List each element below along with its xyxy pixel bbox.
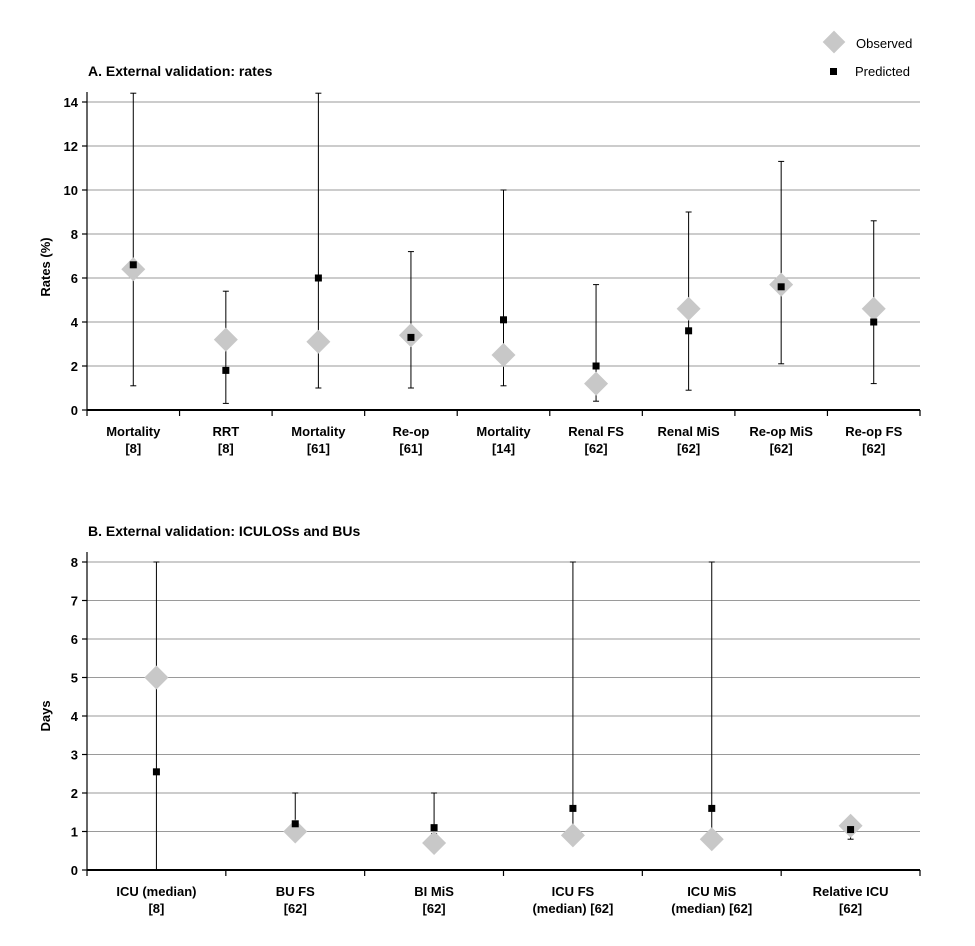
y-tick-label: 3 [70, 747, 78, 763]
x-category-sublabel: [62] [584, 441, 608, 456]
observed-point [306, 330, 330, 354]
y-tick-label: 2 [70, 786, 78, 801]
x-category-sublabel: [61] [399, 441, 423, 456]
observed-point [862, 297, 886, 321]
x-category-label: ICU MiS [687, 884, 737, 899]
predicted-point [130, 261, 137, 268]
y-tick-label: 0 [70, 403, 78, 418]
x-category-sublabel: [8] [148, 901, 165, 916]
x-category-label: Mortality [476, 424, 531, 439]
x-category-label: Mortality [291, 424, 346, 439]
x-category-label: Renal FS [568, 424, 624, 439]
x-category-sublabel: (median) [62] [532, 901, 614, 916]
x-category-sublabel: [62] [839, 901, 863, 916]
y-tick-label: 8 [70, 227, 78, 242]
x-category-sublabel: [8] [217, 441, 234, 456]
legend-predicted-marker [830, 68, 837, 75]
predicted-point [222, 367, 229, 374]
y-tick-label: 1 [70, 824, 78, 840]
predicted-point [778, 283, 785, 290]
x-category-label: ICU (median) [116, 884, 197, 899]
x-category-label: ICU FS [551, 884, 595, 899]
x-category-label: Re-op [392, 424, 430, 439]
predicted-point [569, 805, 576, 812]
x-category-sublabel: [62] [283, 901, 307, 916]
observed-point [584, 372, 608, 396]
chart-b-days [38, 523, 920, 916]
predicted-point [708, 805, 715, 812]
predicted-point [407, 334, 414, 341]
x-category-sublabel: [8] [125, 441, 142, 456]
predicted-point [153, 768, 160, 775]
observed-point [561, 823, 585, 847]
observed-point [492, 343, 516, 367]
x-category-sublabel: (median) [62] [671, 901, 753, 916]
x-category-label: Mortality [106, 424, 161, 439]
y-tick-label: 4 [70, 709, 78, 724]
observed-point [839, 814, 863, 838]
x-category-sublabel: [62] [677, 441, 701, 456]
predicted-point [593, 363, 600, 370]
chart-a-rates [38, 63, 920, 456]
x-category-label: Re-op MiS [749, 424, 813, 439]
y-tick-label: 2 [70, 359, 78, 374]
y-tick-label: 0 [70, 863, 78, 878]
legend-observed-marker [823, 31, 846, 54]
observed-point [677, 297, 701, 321]
x-category-label: Re-op FS [845, 424, 903, 439]
x-category-sublabel: [62] [769, 441, 793, 456]
chart-a-title: A. External validation: rates [88, 63, 273, 79]
y-tick-label: 14 [63, 95, 78, 110]
observed-point [144, 666, 168, 690]
legend-predicted-label: Predicted [855, 64, 910, 79]
predicted-point [847, 826, 854, 833]
observed-point [214, 328, 238, 352]
predicted-point [870, 319, 877, 326]
observed-point [700, 827, 724, 851]
x-category-label: Relative ICU [812, 884, 889, 899]
predicted-point [500, 316, 507, 323]
chart-b-plot-area [71, 552, 920, 916]
predicted-point [431, 824, 438, 831]
chart-a-plot-area [64, 92, 920, 456]
x-category-label: BI MiS [414, 884, 454, 899]
y-tick-label: 7 [70, 593, 78, 609]
chart-b-title: B. External validation: ICULOSs and BUs [88, 523, 361, 539]
legend [823, 31, 913, 79]
y-tick-label: 4 [70, 315, 78, 330]
x-category-sublabel: [62] [422, 901, 446, 916]
y-tick-label: 8 [70, 555, 78, 570]
y-tick-label: 6 [70, 271, 78, 286]
y-tick-label: 12 [63, 139, 78, 154]
x-category-sublabel: [14] [491, 441, 516, 456]
chart-a-ylabel: Rates (%) [38, 237, 53, 297]
x-category-sublabel: [62] [862, 441, 886, 456]
predicted-point [685, 327, 692, 334]
y-tick-label: 10 [63, 183, 78, 198]
chart-b-ylabel: Days [38, 700, 53, 732]
y-tick-label: 6 [70, 632, 78, 647]
x-category-label: BU FS [275, 884, 315, 899]
predicted-point [292, 820, 299, 827]
y-tick-label: 5 [70, 670, 78, 686]
x-category-label: RRT [212, 424, 240, 439]
predicted-point [315, 275, 322, 282]
x-category-sublabel: [61] [306, 441, 330, 456]
legend-observed-label: Observed [856, 36, 913, 51]
observed-point [422, 831, 446, 855]
x-category-label: Renal MiS [657, 424, 720, 439]
